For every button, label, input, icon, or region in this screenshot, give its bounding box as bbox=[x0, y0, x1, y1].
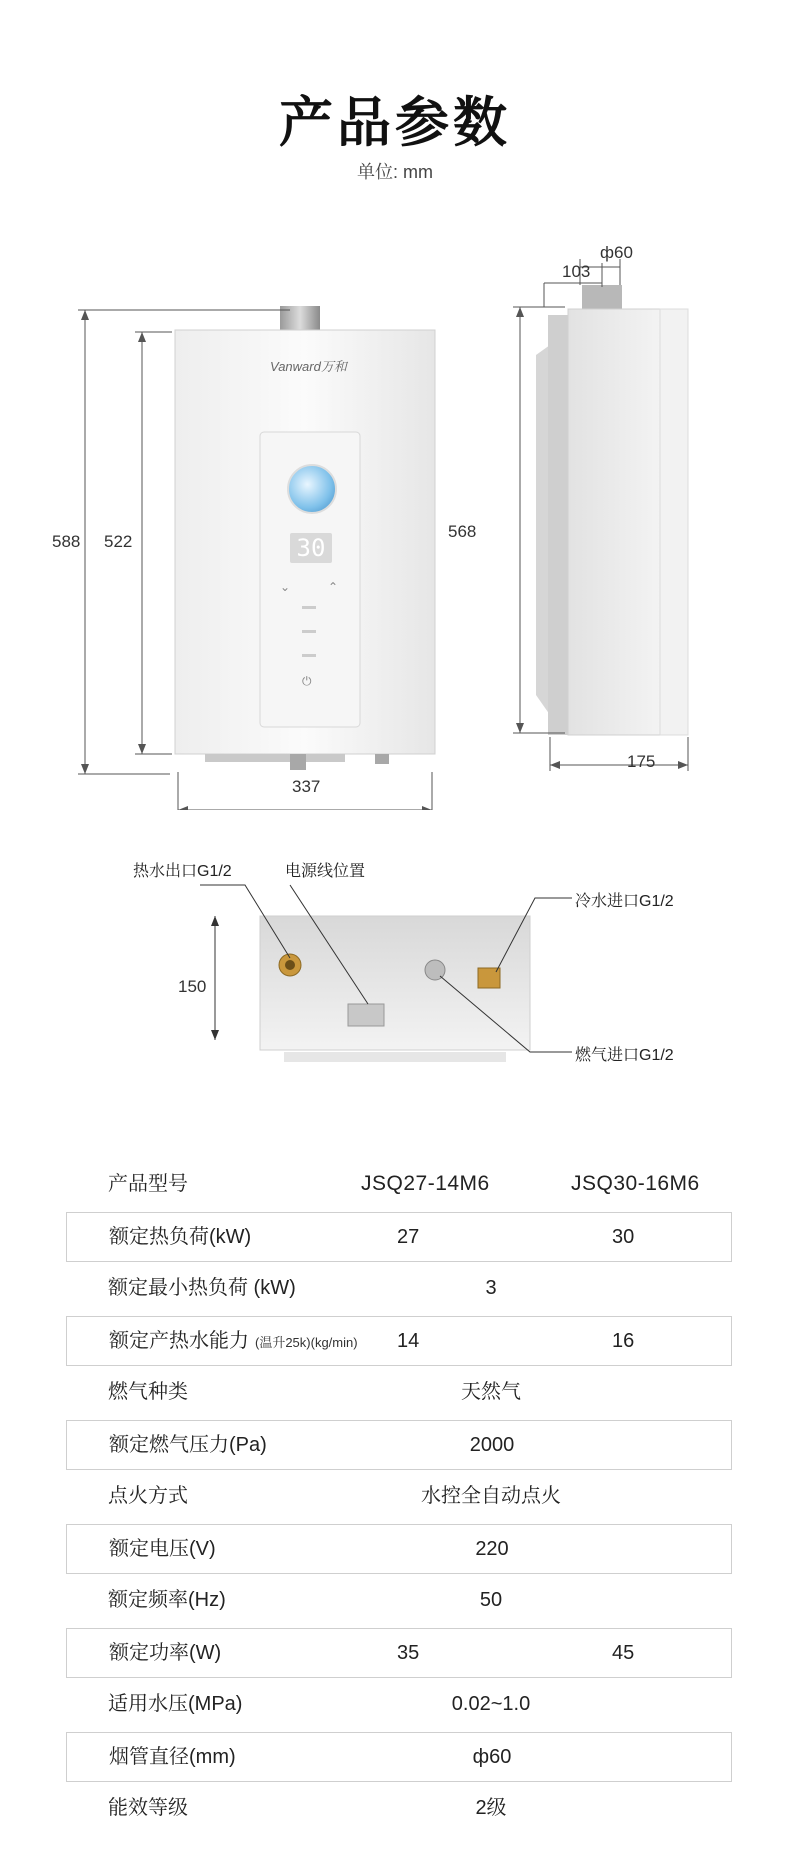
power-icon: ⏻ bbox=[302, 674, 312, 688]
spec-row bbox=[66, 1472, 732, 1522]
spec-value: 天然气 bbox=[461, 1381, 521, 1403]
label-power-cord: 电源线位置 bbox=[285, 863, 366, 880]
spec-row bbox=[66, 1576, 732, 1626]
spec-label: 额定燃气压力(Pa) bbox=[109, 1434, 267, 1456]
side-view-diagram bbox=[480, 245, 740, 790]
spec-row bbox=[66, 1628, 732, 1678]
spec-header-row bbox=[66, 1160, 732, 1210]
spec-label: 额定最小热负荷 (kW) bbox=[108, 1277, 296, 1299]
dim-depth: 175 bbox=[627, 752, 656, 771]
dim-flue-diameter: ф60 bbox=[600, 243, 633, 262]
spec-row bbox=[66, 1368, 732, 1418]
spec-value: 水控全自动点火 bbox=[421, 1485, 561, 1507]
spec-label: 燃气种类 bbox=[108, 1381, 188, 1403]
label-cold-water-inlet: 冷水进口G1/2 bbox=[575, 893, 674, 910]
unit-label: 单位: mm bbox=[357, 162, 433, 182]
spec-label-text: 额定产热水能力 bbox=[109, 1330, 249, 1352]
spec-table bbox=[66, 1160, 732, 1836]
spec-row bbox=[66, 1524, 732, 1574]
spec-row bbox=[66, 1784, 732, 1834]
spec-label: 能效等级 bbox=[108, 1797, 188, 1819]
spec-label: 额定热负荷(kW) bbox=[109, 1226, 252, 1248]
spec-value: 0.02~1.0 bbox=[451, 1693, 531, 1715]
temp-up-icon: ⌃ bbox=[328, 580, 339, 594]
temp-down-icon: ⌄ bbox=[280, 580, 291, 594]
dim-total-height: 588 bbox=[52, 532, 81, 551]
spec-row bbox=[66, 1680, 732, 1730]
spec-label: 额定功率(W) bbox=[109, 1642, 222, 1664]
label-gas-inlet: 燃气进口G1/2 bbox=[575, 1047, 674, 1064]
spec-label: 额定频率(Hz) bbox=[108, 1589, 226, 1611]
spec-label: 额定电压(V) bbox=[109, 1538, 216, 1560]
spec-value-b: 45 bbox=[612, 1642, 635, 1664]
spec-row bbox=[66, 1316, 732, 1366]
water-indicator-icon bbox=[287, 464, 337, 514]
brand-logo: Vanward万和 bbox=[270, 359, 347, 374]
mode-button bbox=[302, 606, 316, 609]
spec-value: 3 bbox=[485, 1277, 497, 1299]
dim-body-height: 522 bbox=[104, 532, 133, 551]
spec-row bbox=[66, 1212, 732, 1262]
function-button bbox=[302, 630, 316, 633]
spec-value-b: 30 bbox=[612, 1226, 635, 1248]
dim-bottom-height: 150 bbox=[178, 977, 207, 996]
dim-width: 337 bbox=[292, 777, 321, 796]
label-hot-water-outlet: 热水出口G1/2 bbox=[133, 863, 232, 880]
spec-value-b: 16 bbox=[612, 1330, 635, 1352]
model-a: JSQ27-14M6 bbox=[361, 1172, 490, 1195]
spec-row bbox=[66, 1420, 732, 1470]
temperature-display: 30 bbox=[290, 533, 332, 563]
spec-value-a: 27 bbox=[397, 1226, 420, 1248]
spec-header-label: 产品型号 bbox=[108, 1173, 188, 1195]
spec-label bbox=[109, 1317, 358, 1367]
setting-button bbox=[302, 654, 316, 657]
model-b: JSQ30-16M6 bbox=[571, 1172, 700, 1195]
spec-row bbox=[66, 1732, 732, 1782]
spec-value: 2级 bbox=[475, 1797, 507, 1819]
spec-value: 220 bbox=[475, 1538, 509, 1560]
spec-label: 点火方式 bbox=[108, 1485, 188, 1507]
spec-row bbox=[66, 1264, 732, 1314]
spec-value: 50 bbox=[479, 1589, 503, 1611]
dim-side-height: 568 bbox=[448, 522, 477, 541]
page-title: 产品参数 bbox=[279, 91, 511, 154]
spec-value-a: 14 bbox=[397, 1330, 420, 1352]
spec-value: ф60 bbox=[472, 1746, 512, 1768]
spec-value-a: 35 bbox=[397, 1642, 420, 1664]
spec-value: 2000 bbox=[469, 1434, 515, 1456]
dim-flue-offset: 103 bbox=[562, 262, 591, 281]
spec-label: 适用水压(MPa) bbox=[108, 1693, 243, 1715]
spec-label: 烟管直径(mm) bbox=[109, 1746, 236, 1768]
spec-label-note: (温升25k)(kg/min) bbox=[255, 1335, 358, 1350]
